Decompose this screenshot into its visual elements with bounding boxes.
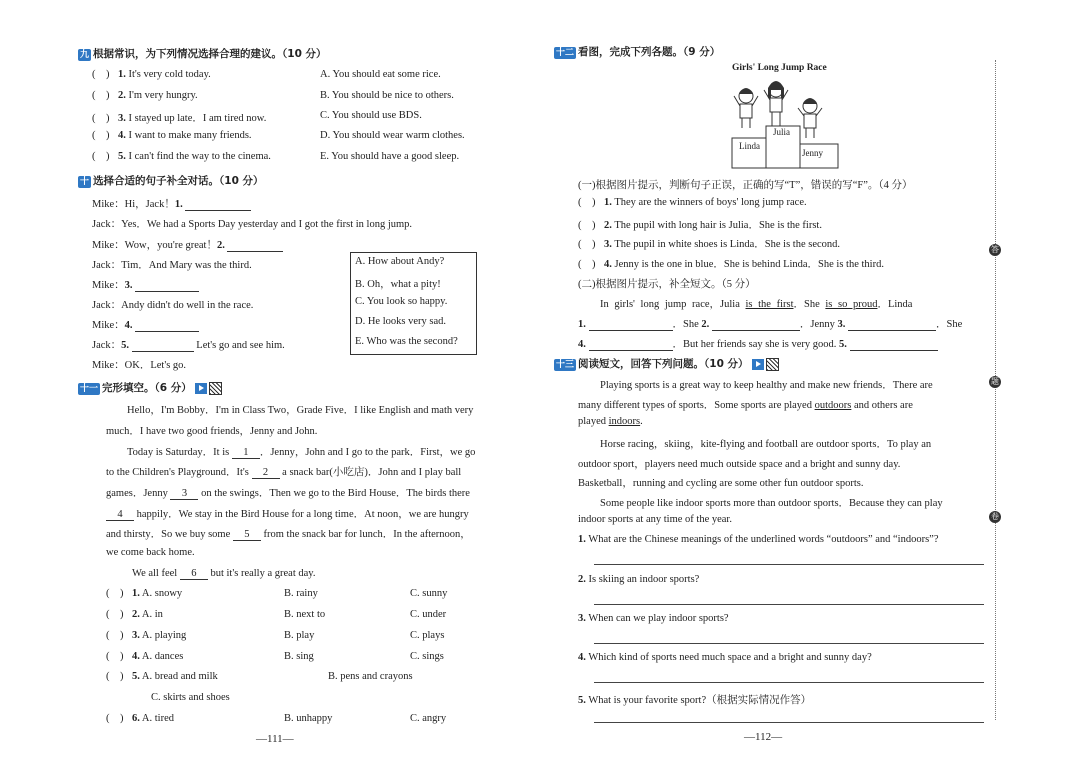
reading-text: Playing sports is a great way to keep healthy and make new friends．There are: [600, 380, 933, 391]
dialog-option: B. Oh，what a pity!: [355, 279, 441, 290]
binding-edge: [995, 60, 996, 720]
cloze-option: B. sing: [284, 651, 314, 662]
girl-figure: [734, 88, 758, 128]
cloze-text: Today is Saturday．It is 1 ．Jenny，John and I go to the park．First，we go: [127, 447, 476, 458]
section-badge: 十一: [80, 384, 99, 394]
match-option: B. You should be nice to others.: [320, 90, 454, 101]
reading-text: outdoor sport，players need much outside space and a bright and sunny day.: [578, 459, 901, 470]
qr-code-icon: [766, 358, 779, 371]
podium-name: Linda: [739, 141, 760, 151]
section-11-title: 十一 完形填空。（6 分）: [78, 380, 222, 395]
cloze-option: C. sings: [410, 651, 444, 662]
cloze-option: B. pens and crayons: [328, 671, 413, 682]
section-13-title: 十三 阅读短文，回答下列问题。（10 分）: [554, 356, 779, 371]
judge-item: ( ) 3. The pupil in white shoes is Linda．She is the second.: [578, 239, 841, 250]
section-badge: 十二: [556, 48, 575, 58]
answer-line[interactable]: [594, 604, 984, 605]
match-option: D. You should wear warm clothes.: [320, 130, 465, 141]
match-item: ( ) 3. I stayed up late．I am tired now.: [92, 113, 267, 124]
fill-line: In girls' long jump race，Julia is the first．She is so proud．Linda: [600, 299, 913, 310]
section-12-title: 十二 看图，完成下列各题。（9 分）: [556, 46, 721, 58]
dialog-line: Mike：4.: [92, 317, 199, 332]
match-option: C. You should use BDS.: [320, 110, 422, 121]
reading-text: played indoors.: [578, 416, 643, 427]
cloze-text: We all feel 6 but it's really a great day.: [132, 568, 316, 579]
girl-figure: [764, 81, 788, 126]
reading-text: indoor sports at any time of the year.: [578, 514, 732, 525]
answer-line[interactable]: [594, 682, 984, 683]
answer-line[interactable]: [594, 564, 984, 565]
cloze-question: ( ) 4. A. dances: [106, 651, 184, 662]
cloze-option: B. next to: [284, 609, 326, 620]
match-item: ( ) 4. I want to make many friends.: [92, 130, 252, 141]
judge-item: ( ) 4. Jenny is the one in blue．She is behind Linda．She is the third.: [578, 259, 884, 270]
cloze-question: ( ) 2. A. in: [106, 609, 163, 620]
picture-title: Girls' Long Jump Race: [732, 63, 827, 73]
side-mark: 卷: [991, 512, 999, 521]
section-badge: 十三: [556, 360, 575, 370]
fill-line: 1. ．She 2. ．Jenny 3. ．She: [578, 319, 963, 330]
cloze-text: games．Jenny 3 on the swings．Then we go to the Bird House．The birds there: [106, 488, 470, 499]
cloze-option: B. unhappy: [284, 713, 333, 724]
cloze-question: ( ) 5. A. bread and milk: [106, 671, 218, 682]
answer-line[interactable]: [594, 643, 984, 644]
cloze-question: ( ) 3. A. playing: [106, 630, 187, 641]
reading-question: 5. What is your favorite sport?（根据实际情况作答）: [578, 695, 812, 706]
reading-question: 3. When can we play indoor sports?: [578, 613, 729, 624]
side-mark: 答: [991, 245, 999, 254]
dialog-line: Jack：5. Let's go and see him.: [92, 340, 285, 351]
reading-text: many different types of sports．Some sports are played outdoors and others are: [578, 400, 913, 411]
cloze-text: much．I have two good friends，Jenny and John.: [106, 426, 318, 437]
dialog-option: C. You look so happy.: [355, 296, 448, 307]
page-number: —111—: [256, 733, 294, 745]
match-item: ( ) 5. I can't find the way to the cinema.: [92, 151, 271, 162]
section-badge: 九: [80, 50, 90, 60]
cloze-text: and thirsty．So we buy some 5 from the snack bar for lunch．In the afternoon，: [106, 529, 471, 540]
cloze-question: ( ) 1. A. snowy: [106, 588, 183, 599]
part-2-title: (二)根据图片提示，补全短文。（5 分）: [578, 279, 756, 290]
dialog-line: Jack：Andy didn't do well in the race.: [92, 300, 254, 311]
reading-question: 2. Is skiing an indoor sports?: [578, 574, 700, 585]
reading-text: Some people like indoor sports more than outdoor sports．Because they can play: [600, 498, 943, 509]
dialog-line: Mike：Hi，Jack！1.: [92, 196, 251, 211]
options-box: [350, 252, 477, 355]
dialog-line: Jack：Yes．We had a Sports Day yesterday and I got the first in long jump.: [92, 219, 413, 230]
reading-text: Basketball，running and cycling are some other fun outdoor sports.: [578, 478, 864, 489]
girl-figure: [798, 98, 822, 138]
qr-code-icon: [209, 382, 222, 395]
judge-item: ( ) 2. The pupil with long hair is Julia．She is the first.: [578, 220, 822, 231]
section-10-title: 十 选择合适的句子补全对话。（10 分）: [80, 175, 264, 187]
answer-line[interactable]: [594, 722, 984, 723]
video-play-icon[interactable]: [195, 383, 207, 394]
video-play-icon[interactable]: [752, 359, 764, 370]
fill-line: 4. ．But her friends say she is very good. 5.: [578, 336, 938, 351]
cloze-option: B. play: [284, 630, 315, 641]
section-badge: 十: [80, 177, 90, 187]
dialog-option: D. He looks very sad.: [355, 316, 446, 327]
match-item: ( ) 2. I'm very hungry.: [92, 90, 198, 101]
reading-text: Horse racing，skiing，kite-flying and football are outdoor sports．To play an: [600, 439, 932, 450]
side-mark: 题: [991, 377, 999, 386]
cloze-question: ( ) 6. A. tired: [106, 713, 174, 724]
judge-item: ( ) 1. They are the winners of boys' long jump race.: [578, 197, 807, 208]
podium-name: Jenny: [802, 148, 823, 158]
cloze-option: B. rainy: [284, 588, 318, 599]
dialog-option: E. Who was the second?: [355, 336, 458, 347]
dialog-line: Jack：Tim．And Mary was the third.: [92, 260, 252, 271]
match-option: A. You should eat some rice.: [320, 69, 441, 80]
cloze-option: C. plays: [410, 630, 445, 641]
section-9-title: 九 根据常识，为下列情况选择合理的建议。（10 分）: [80, 48, 327, 60]
podium-illustration: [730, 76, 842, 170]
cloze-option: C. angry: [410, 713, 447, 724]
cloze-text: Hello，I'm Bobby．I'm in Class Two，Grade Five．I like English and math very: [127, 405, 474, 416]
dialog-line: Mike：Wow，you're great！2.: [92, 237, 283, 252]
dialog-line: Mike：OK．Let's go.: [92, 360, 187, 371]
match-option: E. You should have a good sleep.: [320, 151, 460, 162]
match-item: ( ) 1. It's very cold today.: [92, 69, 211, 80]
cloze-option: C. under: [410, 609, 447, 620]
dialog-option: A. How about Andy?: [355, 256, 445, 267]
cloze-option: C. skirts and shoes: [151, 692, 230, 703]
part-1-title: (一)根据图片提示，判断句子正误，正确的写“T”，错误的写“F”。（4 分）: [578, 180, 913, 191]
reading-question: 4. Which kind of sports need much space and a bright and sunny day?: [578, 652, 872, 663]
cloze-text: to the Children's Playground．It's 2 a snack bar(小吃店)．John and I play ball: [106, 467, 462, 478]
reading-question: 1. What are the Chinese meanings of the underlined words “outdoors” and “indoors”?: [578, 534, 939, 545]
cloze-text: 4 happily．We stay in the Bird House for a long time．At noon，we are hungry: [106, 506, 469, 521]
podium-name: Julia: [773, 127, 790, 137]
page-number: —112—: [744, 731, 783, 743]
dialog-line: Mike：3.: [92, 277, 199, 292]
cloze-option: C. sunny: [410, 588, 448, 599]
cloze-text: we come back home.: [106, 547, 195, 558]
